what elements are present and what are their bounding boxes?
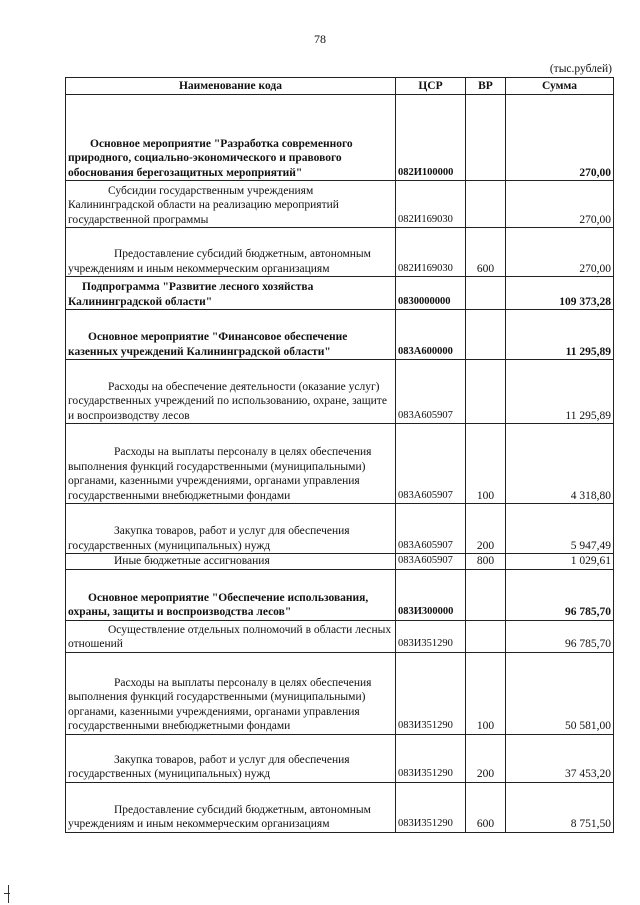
- row-csr: 082И169030: [396, 228, 466, 277]
- row-csr: 083И300000: [396, 569, 466, 620]
- row-sum: 109 373,28: [506, 277, 614, 310]
- row-name: Закупка товаров, работ и услуг для обеспечения государственных (муниципальных) нужд: [66, 734, 396, 782]
- row-name: Расходы на выплаты персоналу в целях обеспечения выполнения функций государственными (муниципальными) органами, казенными учреждениями, органами управления государственными внебюджетными фондами: [66, 424, 396, 504]
- table-row: [66, 782, 614, 832]
- table-row: [66, 554, 614, 570]
- row-name: Закупка товаров, работ и услуг для обеспечения государственных (муниципальных) нужд: [66, 504, 396, 554]
- row-vr: [466, 569, 506, 620]
- row-vr: 100: [466, 424, 506, 504]
- row-csr: 083А600000: [396, 310, 466, 360]
- row-vr: 200: [466, 504, 506, 554]
- row-sum: 270,00: [506, 95, 614, 181]
- row-sum: 96 785,70: [506, 569, 614, 620]
- row-name: Расходы на выплаты персоналу в целях обеспечения выполнения функций государственными (муниципальными) органами, казенными учреждениями, органами управления государственными внебюджетными фондами: [66, 652, 396, 734]
- row-csr: 083И351290: [396, 652, 466, 734]
- row-sum: 270,00: [506, 181, 614, 228]
- header-name: Наименование кода: [66, 78, 396, 95]
- table-row: [66, 652, 614, 734]
- row-vr: [466, 277, 506, 310]
- row-vr: [466, 95, 506, 181]
- table-row: [66, 310, 614, 360]
- budget-table: [65, 77, 614, 833]
- row-name: Основное мероприятие "Обеспечение использования, охраны, защиты и воспроизводства лесов": [66, 569, 396, 620]
- row-csr: 0830000000: [396, 277, 466, 310]
- header-csr: ЦСР: [396, 78, 466, 95]
- row-name: Расходы на обеспечение деятельности (оказание услуг) государственных учреждений по использованию, охране, защите и воспроизводству лесов: [66, 360, 396, 424]
- row-csr: 083А605907: [396, 360, 466, 424]
- scan-mark: [8, 885, 9, 903]
- table-row: [66, 504, 614, 554]
- units-label: (тыс.рублей): [549, 63, 612, 75]
- row-sum: 4 318,80: [506, 424, 614, 504]
- row-name: Основное мероприятие "Разработка современного природного, социально-экономического и правового обоснования берегозащитных мероприятий": [66, 95, 396, 181]
- table-row: [66, 569, 614, 620]
- row-name: Основное мероприятие "Финансовое обеспечение казенных учреждений Калининградской области": [66, 310, 396, 360]
- row-vr: 800: [466, 554, 506, 570]
- row-csr: 083А605907: [396, 424, 466, 504]
- row-csr: 082И100000: [396, 95, 466, 181]
- table-row: [66, 620, 614, 652]
- row-vr: 200: [466, 734, 506, 782]
- row-csr: 083И351290: [396, 734, 466, 782]
- header-sum: Сумма: [506, 78, 614, 95]
- table-row: [66, 424, 614, 504]
- table-row: [66, 277, 614, 310]
- row-sum: 11 295,89: [506, 360, 614, 424]
- table-row: [66, 181, 614, 228]
- row-vr: [466, 310, 506, 360]
- row-sum: 11 295,89: [506, 310, 614, 360]
- row-sum: 96 785,70: [506, 620, 614, 652]
- table-header-row: [66, 78, 614, 95]
- row-csr: 082И169030: [396, 181, 466, 228]
- row-name: Осуществление отдельных полномочий в области лесных отношений: [66, 620, 396, 652]
- header-vr: ВР: [466, 78, 506, 95]
- row-csr: 083А605907: [396, 504, 466, 554]
- row-name: Подпрограмма "Развитие лесного хозяйства Калининградской области": [66, 277, 396, 310]
- page-number: 78: [314, 32, 326, 46]
- scan-mark: [4, 893, 10, 894]
- row-name: Предоставление субсидий бюджетным, автономным учреждениям и иным некоммерческим организациям: [66, 782, 396, 832]
- row-csr: 083А605907: [396, 554, 466, 570]
- row-name: Иные бюджетные ассигнования: [66, 554, 396, 570]
- row-vr: [466, 360, 506, 424]
- row-sum: 1 029,61: [506, 554, 614, 570]
- row-csr: 083И351290: [396, 620, 466, 652]
- table-row: [66, 95, 614, 181]
- row-csr: 083И351290: [396, 782, 466, 832]
- table-row: [66, 734, 614, 782]
- row-vr: [466, 181, 506, 228]
- row-sum: 8 751,50: [506, 782, 614, 832]
- row-sum: 5 947,49: [506, 504, 614, 554]
- row-sum: 50 581,00: [506, 652, 614, 734]
- row-vr: 100: [466, 652, 506, 734]
- table-row: [66, 360, 614, 424]
- row-vr: 600: [466, 228, 506, 277]
- row-vr: 600: [466, 782, 506, 832]
- row-sum: 37 453,20: [506, 734, 614, 782]
- row-sum: 270,00: [506, 228, 614, 277]
- row-name: Предоставление субсидий бюджетным, автономным учреждениям и иным некоммерческим организациям: [66, 228, 396, 277]
- row-vr: [466, 620, 506, 652]
- row-name: Субсидии государственным учреждениям Калининградской области на реализацию мероприятий государственной программы: [66, 181, 396, 228]
- table-row: [66, 228, 614, 277]
